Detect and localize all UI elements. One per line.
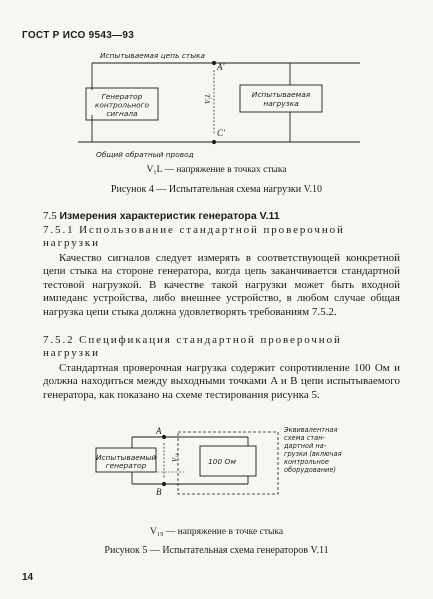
section-7-5-2-heading-line-2: нагрузки <box>43 347 100 359</box>
fig5-point-a-label: A <box>156 426 162 436</box>
section-7-5-number: 7.5 <box>43 210 57 222</box>
fig4-generator-line-2: контрольного <box>94 100 150 110</box>
section-7-5-1-heading-line-1: 7.5.1 Использование стандартной проверочной <box>43 224 345 236</box>
fig4-point-c-dot <box>212 140 215 143</box>
fig5-note-line-2: схема стан- <box>284 434 325 442</box>
fig4-legend: V₁L — напряжение в точках стыка <box>146 165 287 175</box>
fig4-caption: Рисунок 4 — Испытательная схема нагрузки V.10 <box>110 184 323 195</box>
fig4-interface-label: Испытываемая цепь стыка <box>100 51 206 60</box>
fig5-note-line-6: оборудование) <box>284 466 336 474</box>
fig4-generator-line-3: сигнала <box>106 109 138 118</box>
fig4-return-label: Общий обратный провод <box>96 150 194 159</box>
section-7-5-heading <box>43 210 280 222</box>
fig5-note-line-1: Эквивалентная <box>284 426 338 434</box>
fig5-caption: Рисунок 5 — Испытательная схема генераторов V.11 <box>104 545 329 556</box>
fig5-resistor-label: 100 Ом <box>208 457 236 466</box>
fig5-point-b-dot <box>162 482 165 485</box>
fig5-note-line-3: дартной на- <box>284 442 327 450</box>
fig5-note-line-5: контрольное <box>284 458 329 466</box>
section-7-5-title: Измерения характеристик генератора V.11 <box>59 210 280 222</box>
document-header: ГОСТ Р ИСО 9543—93 <box>22 30 135 41</box>
page-number: 14 <box>22 572 34 583</box>
section-7-5-1-body: Качество сигналов следует измерять в соответствующей конкретной цепи стыка на стороне генератора, когда цепь заканчивается стандартной тестовой нагрузкой. В качестве такой нагрузки может быть входной импеданс устройства, либо внешнее устройство, в любом случае общая нагрузка цепи стыка должна удовлетворять требованиям 7.5.2. <box>43 252 400 318</box>
fig4-load-line-1: Испытываемая <box>251 90 311 99</box>
fig5-legend: V₁₉ — напряжение в точке стыка <box>149 527 284 537</box>
fig5-point-b-label: B <box>156 487 162 497</box>
fig4-point-a-dot <box>212 61 215 64</box>
fig4-generator-line-1: Генератор <box>101 92 143 101</box>
fig5-generator-line-2: генератор <box>105 461 147 470</box>
fig5-point-a-dot <box>162 435 165 438</box>
section-7-5-1-heading-line-2: нагрузки <box>43 237 100 249</box>
fig5-voltage-label: V₁₉ <box>171 452 179 462</box>
fig4-voltage-label: V₁L <box>204 93 212 104</box>
section-7-5-2-heading-line-1: 7.5.2 Спецификация стандартной проверочной <box>43 334 342 346</box>
fig5-note-line-4: грузки (включая <box>284 450 342 458</box>
fig4-point-c-label: C' <box>217 128 225 138</box>
fig5-generator-line-1: Испытываемый <box>95 453 157 462</box>
section-7-5-2-body: Стандартная проверочная нагрузка содержит сопротивление 100 Ом и должна находиться между выходными точками A и B цепи испытываемого генератора, как показано на схеме тестирования рисунка 5. <box>43 362 400 401</box>
fig4-point-a-label: A' <box>217 62 225 72</box>
fig4-load-line-2: нагрузка <box>263 99 299 108</box>
